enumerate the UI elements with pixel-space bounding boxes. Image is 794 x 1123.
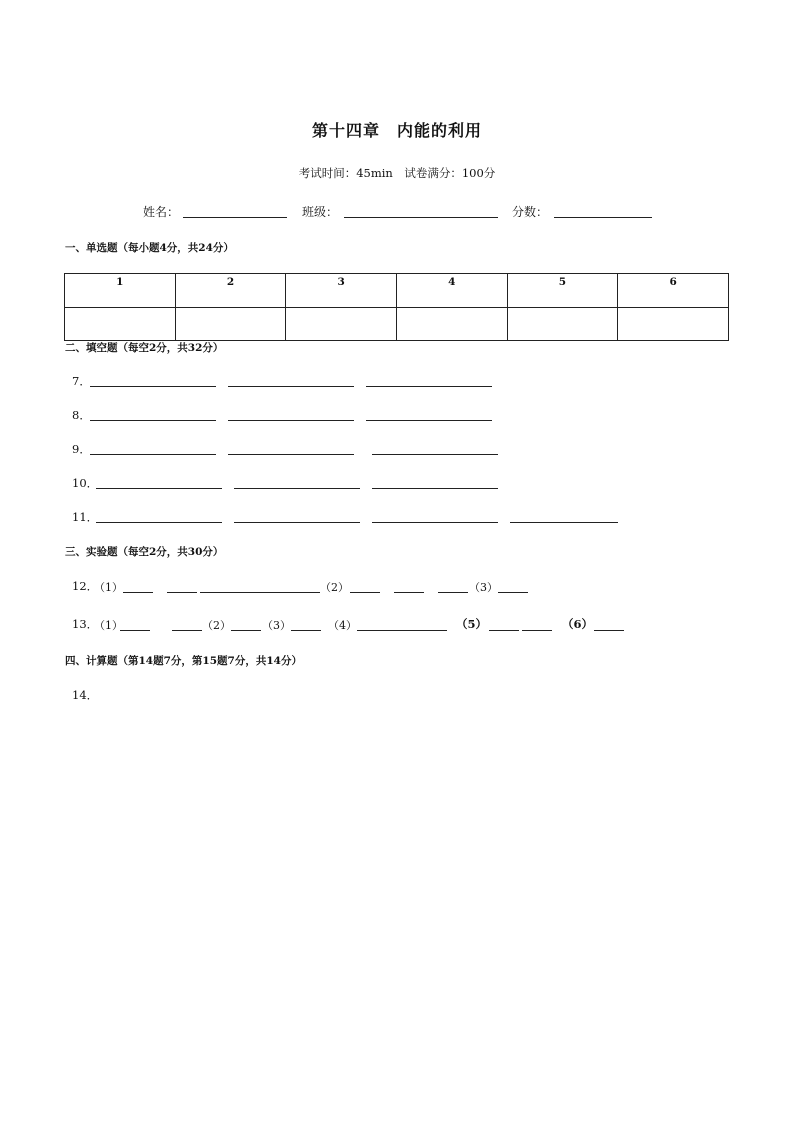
answer-table-header: 6 [618,274,729,308]
answer-blank[interactable] [291,630,321,631]
answer-blank[interactable] [96,522,222,523]
answer-table-answer-row [65,308,729,341]
answer-blank[interactable] [498,592,528,593]
answer-table [64,273,729,341]
answer-blank[interactable] [228,454,354,455]
class-field[interactable] [344,217,498,218]
answer-blank[interactable] [366,386,492,387]
score-field[interactable] [554,217,652,218]
answer-cell[interactable] [507,308,618,341]
question-number: 14． [72,688,99,702]
answer-blank[interactable] [522,630,552,631]
answer-blank[interactable] [372,522,498,523]
answer-table-header: 1 [65,274,176,308]
part-label: （2） [320,581,349,594]
part-label: （3） [262,619,291,632]
answer-table-header: 4 [396,274,507,308]
question-number: 11． [72,510,99,524]
answer-blank[interactable] [90,420,216,421]
section-heading-single-choice: 一、单选题（每小题4分，共24分） [65,242,234,254]
page-title: 第十四章 内能的利用 [311,121,482,140]
question-number: 13． [72,617,99,631]
answer-table-header-row [65,274,729,308]
answer-blank[interactable] [228,386,354,387]
answer-blank[interactable] [350,592,380,593]
part-label: （2） [202,619,231,632]
answer-blank[interactable] [234,488,360,489]
answer-blank[interactable] [90,386,216,387]
part-label: （4） [328,619,357,632]
class-label: 班级： [302,205,339,219]
answer-blank[interactable] [123,592,153,593]
question-number: 7． [72,374,91,388]
answer-blank[interactable] [172,630,202,631]
exam-info: 考试时间：45min 试卷满分：100分 [298,166,496,180]
answer-blank[interactable] [366,420,492,421]
name-label: 姓名： [143,205,180,219]
answer-blank[interactable] [228,420,354,421]
answer-blank[interactable] [231,630,261,631]
answer-blank[interactable] [234,522,360,523]
section-heading-experiment: 三、实验题（每空2分，共30分） [65,546,224,558]
answer-blank[interactable] [510,522,618,523]
answer-blank[interactable] [489,630,519,631]
answer-blank[interactable] [372,454,498,455]
name-field[interactable] [183,217,287,218]
answer-cell[interactable] [286,308,397,341]
answer-blank[interactable] [96,488,222,489]
question-number: 10． [72,476,99,490]
part-label: （1） [94,619,123,632]
answer-cell[interactable] [65,308,176,341]
part-label: （1） [94,581,123,594]
answer-blank[interactable] [594,630,624,631]
answer-blank[interactable] [167,592,197,593]
section-heading-calculation: 四、计算题（第14题7分，第15题7分，共14分） [65,655,302,667]
answer-table-header: 5 [507,274,618,308]
answer-blank[interactable] [200,592,320,593]
question-number: 8． [72,408,91,422]
section-heading-fill-in: 二、填空题（每空2分，共32分） [65,342,224,354]
answer-blank[interactable] [372,488,498,489]
score-label: 分数： [512,205,549,219]
answer-blank[interactable] [120,630,150,631]
question-number: 12． [72,579,99,593]
answer-cell[interactable] [396,308,507,341]
answer-blank[interactable] [90,454,216,455]
part-label: （6） [562,617,594,631]
answer-cell[interactable] [175,308,286,341]
part-label: （3） [469,581,498,594]
answer-table-header: 3 [286,274,397,308]
answer-table-header: 2 [175,274,286,308]
answer-blank[interactable] [357,630,447,631]
answer-blank[interactable] [394,592,424,593]
answer-cell[interactable] [618,308,729,341]
part-label: （5） [456,617,488,631]
question-number: 9． [72,442,91,456]
answer-blank[interactable] [438,592,468,593]
